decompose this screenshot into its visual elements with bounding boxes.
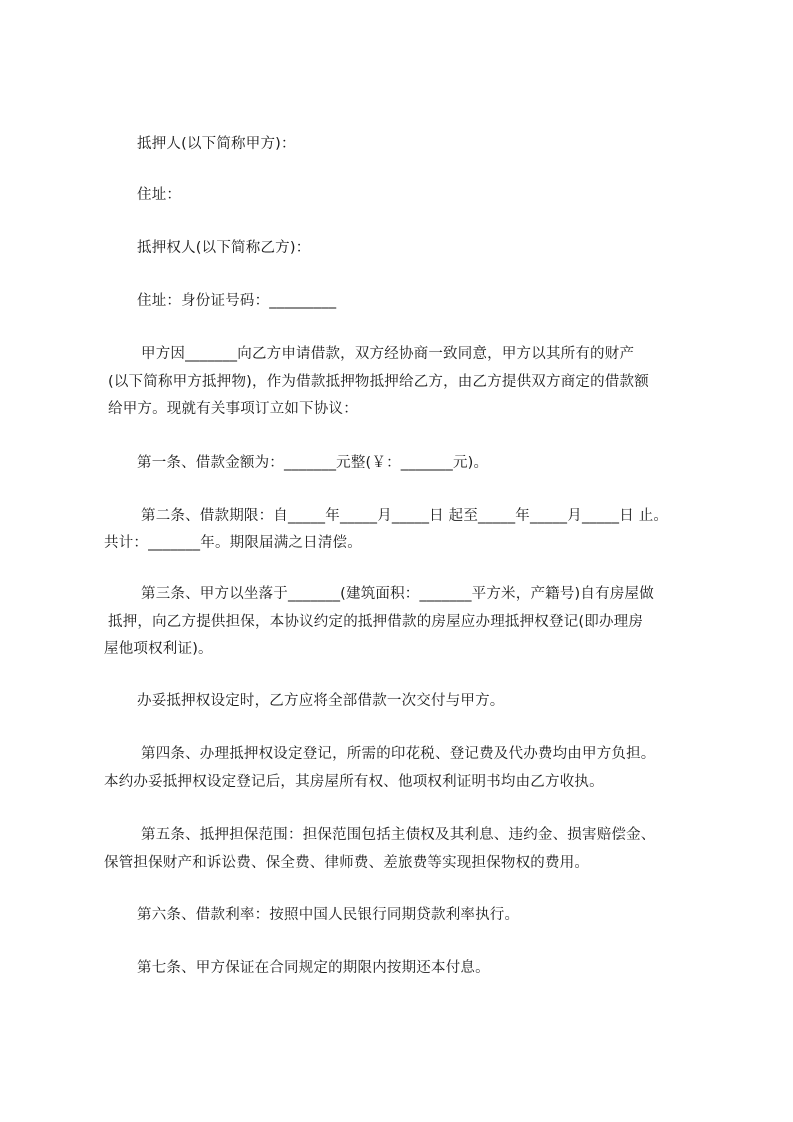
mortgagor-address-line: 住址： <box>137 187 182 203</box>
article-4-line-2: 本约办妥抵押权设定登记后，其房屋所有权、他项权利证明书均由乙方收执。 <box>104 774 604 790</box>
mortgagee-address-id-line: 住址：身份证号码：_________ <box>137 293 337 309</box>
intro-paragraph-line-3: 给甲方。现就有关事项订立如下协议： <box>108 401 358 417</box>
article-2-line-2: 共计：_______年。期限届满之日清偿。 <box>104 535 362 551</box>
mortgagor-line: 抵押人(以下简称甲方)： <box>137 136 296 152</box>
article-7-line: 第七条、甲方保证在合同规定的期限内按期还本付息。 <box>137 960 490 976</box>
article-3-line-1: 第三条、甲方以坐落于_______(建筑面积：_______平方米，产籍号)自有房屋做 <box>141 586 654 602</box>
article-3-line-3: 屋他项权利证)。 <box>104 641 213 657</box>
intro-paragraph-line-2: (以下简称甲方抵押物)，作为借款抵押物抵押给乙方，由乙方提供双方商定的借款额 <box>108 374 649 390</box>
article-2-line-1: 第二条、借款期限：自_____年_____月_____日 起至_____年_____月_____日 止。 <box>141 508 669 524</box>
article-5-line-1: 第五条、抵押担保范围：担保范围包括主债权及其利息、违约金、损害赔偿金、 <box>141 827 656 843</box>
article-1-line: 第一条、借款金额为：_______元整(￥：_______元)。 <box>137 455 489 471</box>
article-3-line-2: 抵押，向乙方提供担保，本协议约定的抵押借款的房屋应办理抵押权登记(即办理房 <box>108 614 644 630</box>
delivery-clause-line: 办妥抵押权设定时，乙方应将全部借款一次交付与甲方。 <box>137 693 505 709</box>
intro-paragraph-line-1: 甲方因_______向乙方申请借款，双方经协商一致同意，甲方以其所有的财产 <box>141 346 635 362</box>
article-4-line-1: 第四条、办理抵押权设定登记，所需的印花税、登记费及代办费均由甲方负担。 <box>141 746 656 762</box>
mortgagee-line: 抵押权人(以下简称乙方)： <box>137 240 311 256</box>
article-6-line: 第六条、借款利率：按照中国人民银行同期贷款利率执行。 <box>137 907 520 923</box>
article-5-line-2: 保管担保财产和诉讼费、保全费、律师费、差旅费等实现担保物权的费用。 <box>104 855 590 871</box>
